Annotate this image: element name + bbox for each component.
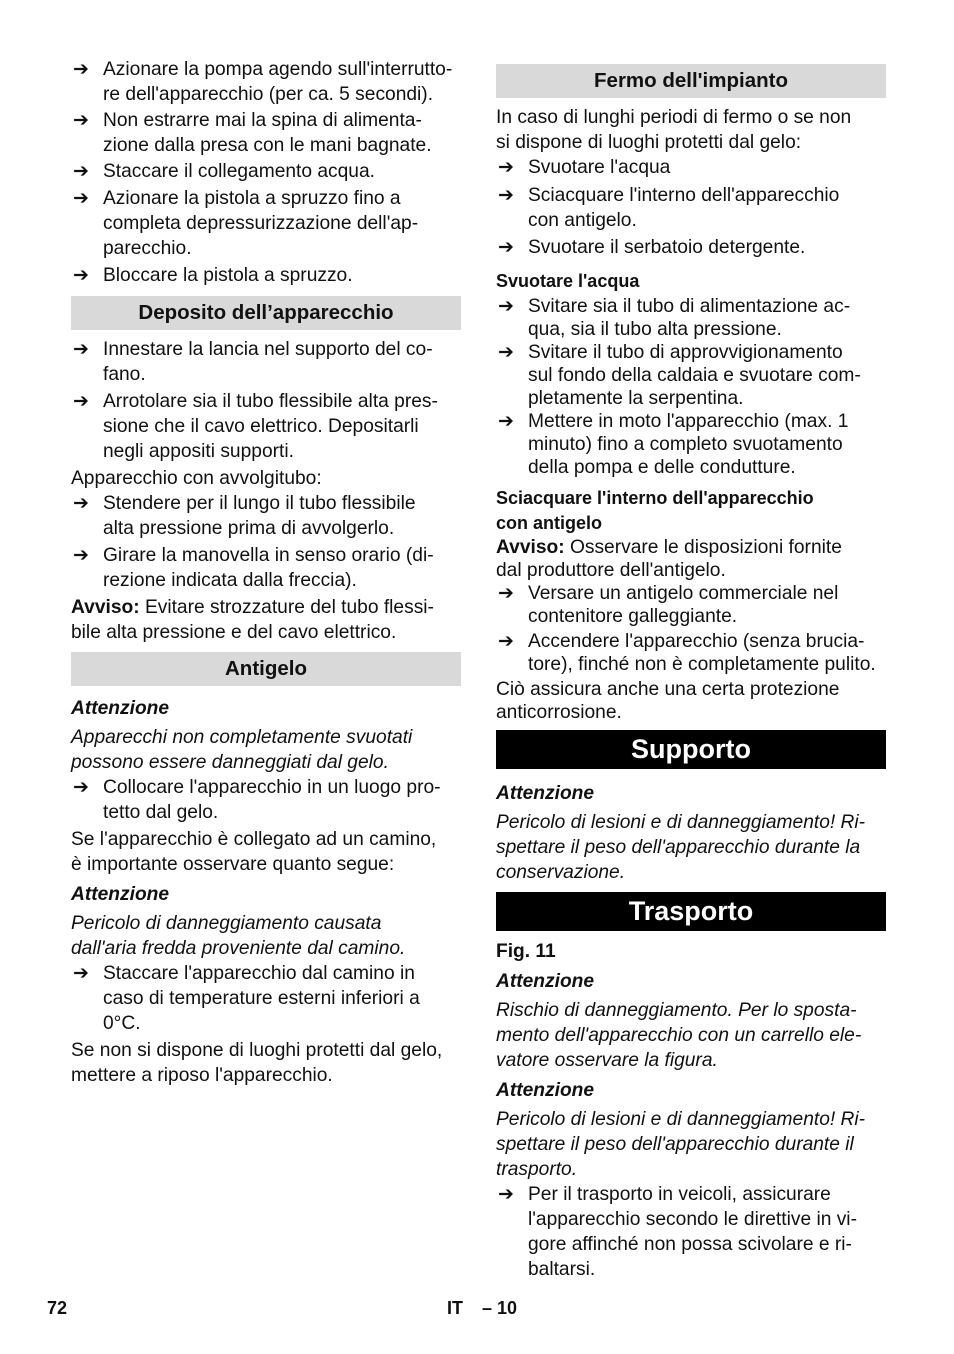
paragraph: In caso di lunghi periodi di fermo o se non si dispone di luoghi protetti dal gelo:	[496, 107, 852, 153]
arrow-right-icon: ➔	[73, 161, 89, 182]
list-item-text: Girare la manovella in senso orario (di- rezione indicata dalla freccia).	[103, 545, 434, 591]
list-item-text: Mettere in moto l'apparecchio (max. 1 minuto) fino a completo svuotamento della pompa e delle condutture.	[528, 411, 849, 478]
list-item	[496, 295, 886, 341]
list-item-text: Per il trasporto in veicoli, assicurare l'apparecchio secondo le direttive in vi- gore affinché non possa scivolare e ri- baltarsi.	[528, 1184, 857, 1280]
list-item	[496, 630, 886, 676]
section-heading-trasporto: Trasporto	[496, 892, 886, 931]
arrow-right-icon: ➔	[73, 963, 89, 984]
section-heading-fermo: Fermo dell'impianto	[496, 64, 886, 98]
list-item-text: Svitare il tubo di approvvigionamento sul fondo della caldaia e svuotare com- pletamente la serpentina.	[528, 342, 861, 409]
arrow-right-icon: ➔	[73, 265, 89, 286]
arrow-right-icon: ➔	[73, 110, 89, 131]
warning-title: Attenzione	[496, 783, 595, 804]
arrow-right-icon: ➔	[498, 185, 514, 206]
arrow-right-icon: ➔	[73, 339, 89, 360]
list-item-text: Azionare la pistola a spruzzo fino a completa depressurizzazione dell'ap- parecchio.	[103, 188, 419, 259]
arrow-right-icon: ➔	[498, 157, 514, 178]
warning-text: Pericolo di lesioni e di danneggiamento! Ri- spettare il peso dell'apparecchio durante il trasporto.	[496, 1109, 866, 1180]
paragraph: Ciò assicura anche una certa protezione anticorrosione.	[496, 679, 840, 723]
warning-text: Pericolo di danneggiamento causata dall'aria fredda proveniente dal camino.	[71, 913, 406, 959]
list-item-text: Bloccare la pistola a spruzzo.	[103, 265, 353, 286]
list-item	[496, 341, 886, 410]
arrow-right-icon: ➔	[73, 777, 89, 798]
list-item	[496, 235, 886, 260]
paragraph: Se non si dispone di luoghi protetti dal gelo, mettere a riposo l'apparecchio.	[71, 1040, 443, 1086]
arrow-right-icon: ➔	[498, 1184, 514, 1205]
arrow-right-icon: ➔	[73, 493, 89, 514]
list-item-text: Innestare la lancia nel supporto del co- fano.	[103, 339, 433, 385]
notice-paragraph	[71, 595, 461, 645]
list-item	[496, 155, 886, 180]
list-item-text: Arrotolare sia il tubo flessibile alta pres- sione che il cavo elettrico. Depositarli negli appositi supporti.	[103, 391, 438, 462]
section-heading-supporto: Supporto	[496, 730, 886, 769]
list-item-text: Versare un antigelo commerciale nel contenitore galleggiante.	[528, 583, 839, 627]
list-item	[71, 775, 461, 825]
list-item	[71, 159, 461, 184]
paragraph: Se l'apparecchio è collegato ad un camino, è importante osservare quanto segue:	[71, 829, 437, 875]
section-page-number: – 10	[482, 1298, 518, 1318]
list-item	[496, 410, 886, 479]
section-heading-deposito: Deposito dell’apparecchio	[71, 296, 461, 330]
list-item	[71, 263, 461, 288]
list-item	[71, 491, 461, 541]
list-item-text: Accendere l'apparecchio (senza brucia- tore), finché non è completamente pulito.	[528, 631, 876, 675]
arrow-right-icon: ➔	[498, 296, 514, 317]
list-item	[71, 543, 461, 593]
arrow-right-icon: ➔	[498, 237, 514, 258]
list-item	[71, 961, 461, 1036]
list-item-text: Sciacquare l'interno dell'apparecchio con antigelo.	[528, 185, 840, 231]
language-code: IT	[447, 1298, 463, 1318]
list-item-text: Svitare sia il tubo di alimentazione ac- qua, sia il tubo alta pressione.	[528, 296, 851, 340]
arrow-right-icon: ➔	[498, 342, 514, 363]
arrow-right-icon: ➔	[498, 411, 514, 432]
arrow-right-icon: ➔	[498, 583, 514, 604]
notice-text: Evitare strozzature del tubo flessi- bile alta pressione e del cavo elettrico.	[71, 597, 434, 643]
list-item	[496, 1182, 886, 1282]
list-item	[496, 183, 886, 233]
warning-title: Attenzione	[496, 971, 595, 992]
list-item	[71, 389, 461, 464]
warning-title: Attenzione	[71, 698, 170, 719]
arrow-right-icon: ➔	[73, 188, 89, 209]
list-item-text: Stendere per il lungo il tubo flessibile alta pressione prima di avvolgerlo.	[103, 493, 416, 539]
list-item-text: Collocare l'apparecchio in un luogo pro- tetto dal gelo.	[103, 777, 441, 823]
list-item-text: Staccare il collegamento acqua.	[103, 161, 375, 182]
list-item-text: Svuotare il serbatoio detergente.	[528, 237, 806, 258]
notice-paragraph	[496, 536, 886, 582]
paragraph: Apparecchio con avvolgitubo:	[71, 468, 322, 489]
warning-title: Attenzione	[71, 884, 170, 905]
warning-title: Attenzione	[496, 1080, 595, 1101]
list-item	[496, 582, 886, 628]
subheading: Sciacquare l'interno dell'apparecchio con antigelo	[496, 488, 814, 533]
list-item-text: Staccare l'apparecchio dal camino in caso di temperature esterni inferiori a 0°C.	[103, 963, 420, 1034]
notice-label: Avviso:	[496, 537, 565, 558]
section-heading-antigelo: Antigelo	[71, 652, 461, 686]
right-column	[496, 64, 886, 1282]
list-item-text: Svuotare l'acqua	[528, 157, 671, 178]
warning-text: Apparecchi non completamente svuotati possono essere danneggiati dal gelo.	[71, 727, 413, 773]
list-item-text: Non estrarre mai la spina di alimenta- zione dalla presa con le mani bagnate.	[103, 110, 432, 156]
page-number: 72	[47, 1298, 68, 1318]
notice-label: Avviso:	[71, 597, 140, 618]
warning-text: Rischio di danneggiamento. Per lo sposta- mento dell'apparecchio con un carrello ele- vatore osservare la figura.	[496, 1000, 862, 1071]
left-column	[71, 57, 461, 1088]
list-item	[71, 57, 461, 107]
list-item	[71, 108, 461, 158]
subheading: Svuotare l'acqua	[496, 271, 640, 291]
arrow-right-icon: ➔	[73, 545, 89, 566]
warning-text: Pericolo di lesioni e di danneggiamento! Ri- spettare il peso dell'apparecchio durante la conservazione.	[496, 812, 866, 883]
arrow-right-icon: ➔	[498, 631, 514, 652]
list-item-text: Azionare la pompa agendo sull'interrutto- re dell'apparecchio (per ca. 5 secondi).	[103, 59, 453, 105]
arrow-right-icon: ➔	[73, 391, 89, 412]
figure-reference: Fig. 11	[496, 941, 556, 962]
list-item	[71, 186, 461, 261]
list-item	[71, 337, 461, 387]
notice-text: Osservare le disposizioni fornite dal produttore dell'antigelo.	[496, 537, 842, 581]
arrow-right-icon: ➔	[73, 59, 89, 80]
